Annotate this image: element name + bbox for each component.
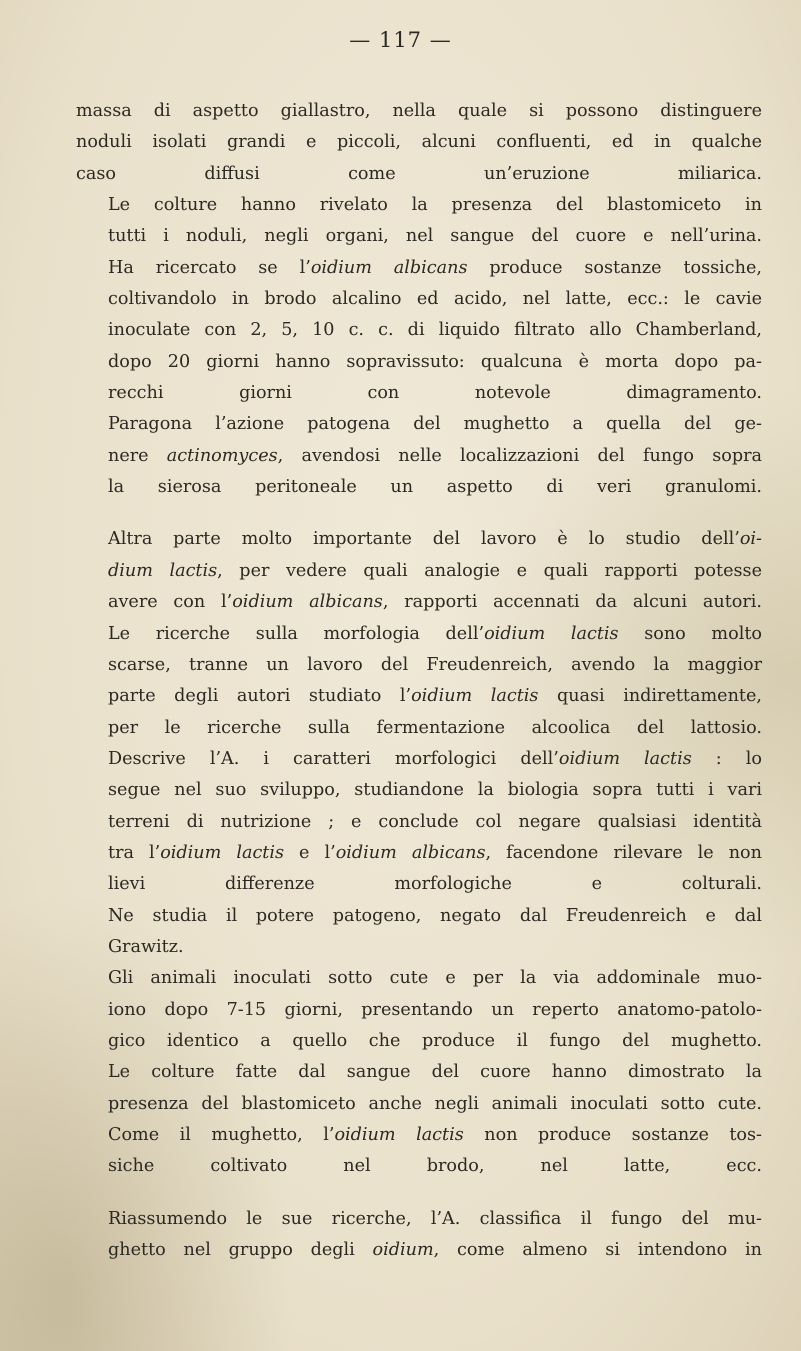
text-line: Altra parte molto importante del lavoro è lo studio dell’oi- [108,529,762,550]
text-line: caso diffusi come un’eruzione miliarica. [76,163,762,184]
text-line: segue nel suo sviluppo, studiandone la biologia sopra tutti i vari [108,780,762,801]
text-line: ghetto nel gruppo degli oidium, come almeno si intendono in [108,1240,762,1261]
text-line: Riassumendo le sue ricerche, l’A. classifica il fungo del mu- [108,1208,762,1229]
paragraph [76,1204,762,1267]
paragraph [76,409,762,503]
text-line: recchi giorni con notevole dimagramento. [108,383,762,404]
paragraph [76,253,762,410]
paragraph [76,524,762,743]
paragraph [76,190,762,253]
text-line: Ha ricercato se l’oidium albicans produce sostanze tossiche, [108,257,762,278]
text-line: avere con l’oidium albicans, rapporti accennati da alcuni autori. [108,592,762,613]
text-line: Paragona l’azione patogena del mughetto a quella del ge- [108,414,762,435]
text-line: nere actinomyces, avendosi nelle localizzazioni del fungo sopra [108,445,762,466]
text-line: scarse, tranne un lavoro del Freudenreich, avendo la maggior [108,654,762,675]
text-line: Come il mughetto, l’oidium lactis non produce sostanze tos- [108,1125,762,1145]
text-line: dopo 20 giorni hanno sopravissuto: qualcuna è morta dopo pa- [108,351,762,372]
body-text [76,96,762,1266]
text-line: Le colture fatte dal sangue del cuore hanno dimostrato la [108,1062,762,1083]
text-line: parte degli autori studiato l’oidium lactis quasi indirettamente, [108,686,762,707]
text-line: Grawitz. [108,936,184,957]
text-line: massa di aspetto giallastro, nella quale si possono distinguere [76,101,762,121]
text-line: dium lactis, per vedere quali analogie e quali rapporti potesse [108,560,762,581]
text-line: presenza del blastomiceto anche negli animali inoculati sotto cute. [108,1093,762,1114]
text-line: terreni di nutrizione ; e conclude col negare qualsiasi identità [108,811,762,832]
text-line: Le ricerche sulla morfologia dell’oidium lactis sono molto [108,623,762,644]
text-line: siche coltivato nel brodo, nel latte, ecc. [108,1156,762,1177]
text-line: Ne studia il potere patogeno, negato dal Freudenreich e dal [108,905,762,926]
text-line: inoculate con 2, 5, 10 c. c. di liquido filtrato allo Chamberland, [108,320,762,341]
text-line: noduli isolati grandi e piccoli, alcuni confluenti, ed in qualche [76,132,762,153]
paragraph [76,963,762,1057]
text-line: tra l’oidium lactis e l’oidium albicans, facendone rilevare le non [108,842,762,863]
text-line: per le ricerche sulla fermentazione alcoolica del lattosio. [108,717,762,738]
text-line: tutti i noduli, negli organi, nel sangue del cuore e nell’urina. [108,226,762,247]
paragraph [76,744,762,901]
text-line: la sierosa peritoneale un aspetto di veri granulomi. [108,477,762,498]
text-line: gico identico a quello che produce il fungo del mughetto. [108,1030,762,1051]
page-number: — 117 — [349,28,452,52]
paragraph [76,901,762,964]
text-line: Gli animali inoculati sotto cute e per la via addominale muo- [108,968,762,989]
paragraph [76,1120,762,1183]
text-line: Le colture hanno rivelato la presenza del blastomiceto in [108,195,762,216]
text-line: iono dopo 7-15 giorni, presentando un reperto anatomo-patolo- [108,999,762,1020]
text-line: Descrive l’A. i caratteri morfologici dell’oidium lactis : lo [108,748,762,769]
paragraph [76,96,762,190]
text-line: coltivandolo in brodo alcalino ed acido, nel latte, ecc.: le cavie [108,289,762,310]
paragraph [76,1057,762,1120]
text-line: lievi differenze morfologiche e colturali. [108,874,762,895]
